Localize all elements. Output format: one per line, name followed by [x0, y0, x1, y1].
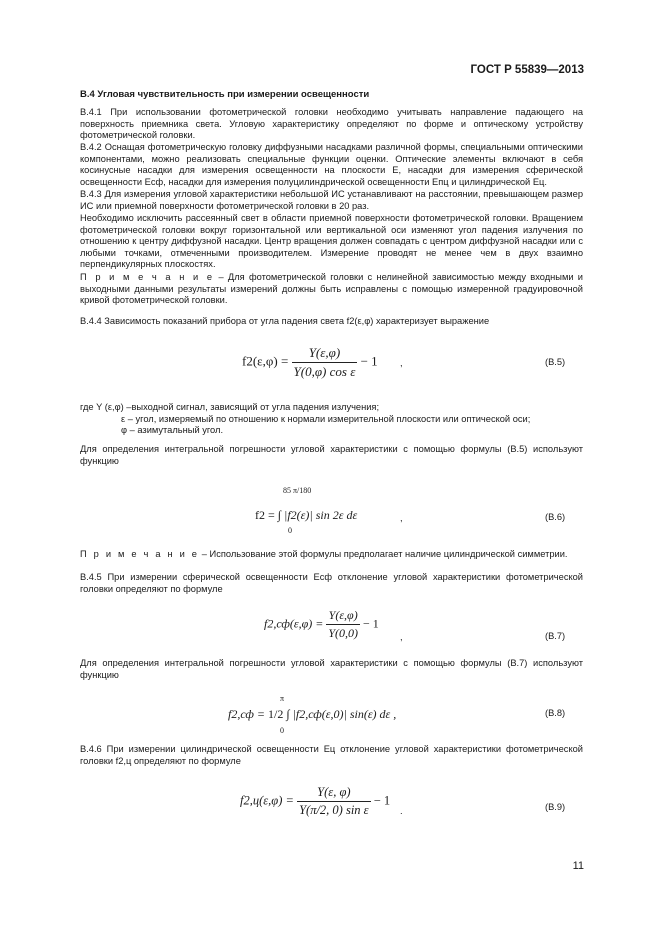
- eq-denominator: Y(π/2, 0) sin ε: [299, 803, 369, 817]
- eq-numerator: Y(ε, φ): [297, 785, 371, 802]
- eq-fraction: [297, 785, 371, 818]
- equation-number-b7: (В.7): [545, 631, 566, 641]
- equation-number-b9: (В.9): [545, 802, 566, 812]
- eq-fraction: [326, 608, 360, 641]
- paragraph-text: В.4.6 При измерении цилиндрической освещенности Eц отклонение угловой характеристики фотометрической головки f2,ц определяют по формуле: [80, 744, 583, 766]
- equation-b9: [240, 785, 390, 818]
- note-text: – Использование этой формулы предполагает наличие цилиндрической симметрии.: [199, 549, 568, 559]
- note-1: [80, 272, 583, 307]
- eq-lhs: f2,сф =: [228, 707, 265, 721]
- paragraph-b45: [80, 572, 583, 595]
- paragraph-b43-cont: [80, 213, 583, 271]
- eq-tail: − 1: [360, 353, 378, 369]
- paragraph-text: В.4.3 Для измерения угловой характеристики небольшой ИС устанавливают на расстоянии, превышающем размер ИС или приемной поверхности фотометрической головки в 20 раз.: [80, 189, 583, 211]
- eq-lhs: f2,ц(ε,φ) =: [240, 793, 294, 808]
- equation-b7: [264, 608, 379, 641]
- section-title: В.4 Угловая чувствительность при измерении освещенности: [80, 89, 370, 100]
- paragraph-integral-2: [80, 658, 583, 681]
- eq-lhs: f2 =: [255, 508, 275, 522]
- paragraph-integral-1: [80, 444, 583, 467]
- eq-coefficient: 1/2: [267, 707, 284, 721]
- paragraph-b46: [80, 744, 583, 767]
- equation-number-b8: (В.8): [545, 708, 566, 718]
- paragraph-b43: [80, 189, 583, 212]
- equation-number-b6: (В.6): [545, 512, 566, 522]
- eq-upper-limit: π: [280, 694, 285, 703]
- eq-comma: ,: [400, 632, 403, 642]
- paragraph-text: Для определения интегральной погрешности угловой характеристики с помощью формулы (В.5) используют функцию: [80, 444, 583, 466]
- paragraph-text: В.4.5 При измерении сферической освещенности Eсф отклонение угловой характеристики фотометрической головки определяют по формуле: [80, 572, 583, 594]
- paragraph-text: В.4.1 При использовании фотометрической головки необходимо учитывать направление падающего на поверхность приемника света. Угловую характеристику определяют по форме и оптическому устройству фотометрической головки.: [80, 107, 583, 141]
- eq-denominator: Y(0,0): [328, 626, 359, 640]
- definition-y: где Y (ε,φ) –выходной сигнал, зависящий от угла падения излучения;: [80, 402, 380, 412]
- eq-integrand: ∫ |f2(ε)| sin 2ε dε: [277, 508, 358, 522]
- eq-numerator: Y(ε,φ): [326, 608, 360, 625]
- eq-lhs: f2,сф(ε,φ) =: [264, 616, 324, 631]
- paragraph-b44: [80, 316, 583, 328]
- definitions-block: [80, 402, 530, 437]
- eq-comma: .: [400, 806, 403, 816]
- eq-comma: ,: [400, 513, 403, 523]
- eq-integrand: ∫ |f2,сф(ε,0)| sin(ε) dε ,: [286, 707, 397, 721]
- document-header: ГОСТ Р 55839—2013: [470, 64, 584, 76]
- note-label: П р и м е ч а н и е: [80, 549, 200, 559]
- equation-b5: [242, 345, 378, 380]
- paragraph-text: В.4.4 Зависимость показаний прибора от угла падения света f2(ε,φ) характеризует выражение: [80, 316, 490, 326]
- paragraph-text: Необходимо исключить рассеянный свет в области приемной поверхности фотометрической головки. Вращением фотометрической головки вокруг горизонтальной или вертикальной оси изменяют угол падения излучения по отношению к центру диффузной насадки. Центр вращения должен совпадать с центром диффузной насадки или с любыми точками, отмеченными производителем. Измерение проводят не менее чем в двух взаимно перпендикулярных плоскостях.: [80, 213, 583, 270]
- equation-number-b5: (В.5): [545, 357, 566, 367]
- eq-denominator: Y(0,φ) cos ε: [293, 364, 356, 379]
- eq-comma: ,: [400, 358, 403, 368]
- note-label: П р и м е ч а н и е: [80, 272, 215, 282]
- eq-lower-limit: 0: [288, 526, 292, 535]
- paragraph-text: Для определения интегральной погрешности угловой характеристики с помощью формулы (В.7) используют функцию: [80, 658, 583, 680]
- eq-upper-limit: 85 π/180: [283, 486, 312, 495]
- eq-lower-limit: 0: [280, 726, 284, 735]
- eq-tail: − 1: [363, 616, 379, 631]
- page-number: 11: [572, 860, 584, 872]
- definition-epsilon: ε – угол, измеряемый по отношению к нормали измерительной плоскости или оптической оси;: [121, 413, 531, 424]
- note-2: [80, 549, 583, 561]
- eq-tail: − 1: [373, 793, 391, 808]
- eq-fraction: [292, 345, 358, 380]
- paragraph-text: В.4.2 Оснащая фотометрическую головку диффузными насадками различной формы, специальными оптическими компонентами, можно реализовать специальные функции оценки. Оптические элементы включают в себя косинусные насадки для измерения освещенности на плоскости E, насадки для измерения сферической освещенности Eсф, насадки для измерения полуцилиндрической освещенности Eпц и цилиндрической Eц.: [80, 142, 583, 187]
- note-text: – Для фотометрической головки с нелинейной зависимостью между входными и выходными данными результаты измерений должны быть исправлены с помощью измеренной градуировочной кривой фотометрической головки.: [80, 272, 583, 306]
- paragraph-b42: [80, 142, 583, 188]
- eq-numerator: Y(ε,φ): [292, 345, 358, 363]
- paragraph-b41: [80, 107, 583, 142]
- definition-phi: φ – азимутальный угол.: [121, 425, 224, 436]
- eq-lhs: f2(ε,φ) =: [242, 353, 289, 369]
